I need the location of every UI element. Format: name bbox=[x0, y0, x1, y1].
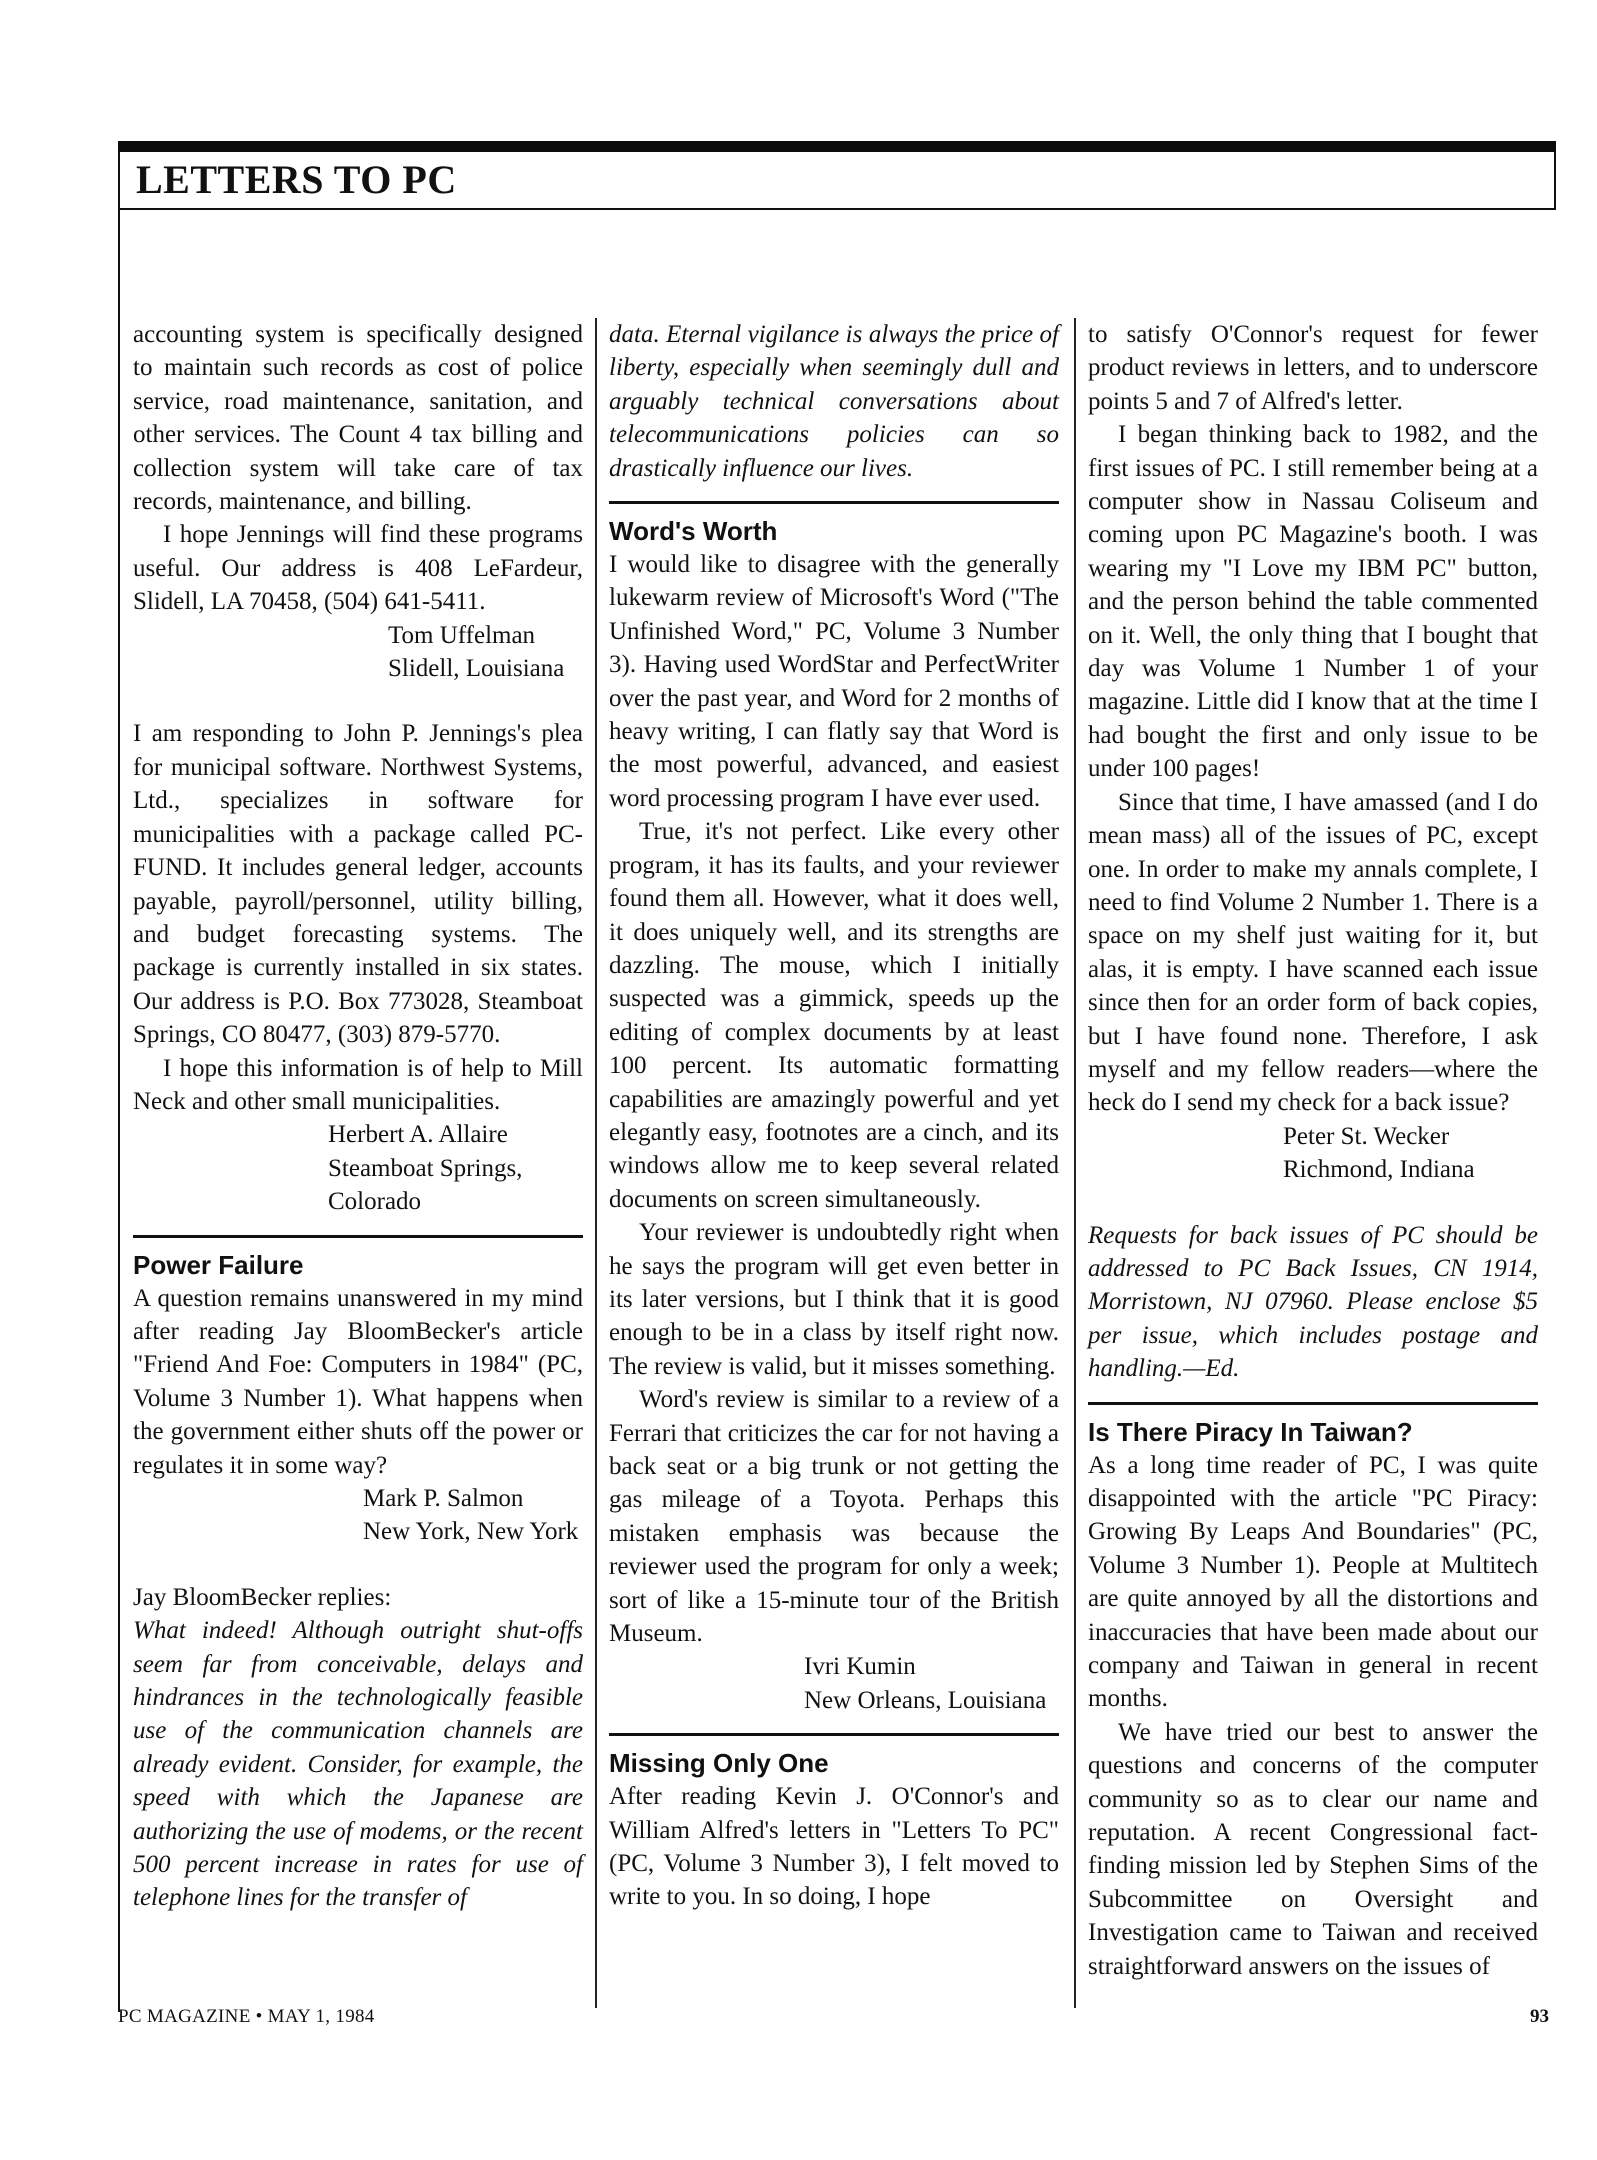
signature-place: New York, New York bbox=[363, 1518, 579, 1546]
reply-label: Jay BloomBecker replies: bbox=[133, 1583, 392, 1611]
letter-paragraph: A question remains unanswered in my mind after reading Jay BloomBecker's article "Friend And Foe: Computers in 1984" (PC, Volume 3 Number 1). What happens when the government either shuts off the power or regulates it in some way? bbox=[133, 1284, 583, 1479]
signature-place: Richmond, Indiana bbox=[1283, 1156, 1475, 1184]
column-divider bbox=[595, 318, 597, 2008]
section-separator bbox=[609, 1733, 1059, 1736]
letter-paragraph: Since that time, I have amassed (and I do mean mass) all of the issues of PC, except one. In order to make my annals complete, I need to find Volume 2 Number 1. There is a space on my shelf just waiting for it, but alas, it is empty. I have scanned each issue since then for an order form of back copies, but I have found none. Therefore, I ask myself and my fellow readers—where the heck do I send my check for a back issue? bbox=[1088, 788, 1538, 1117]
section-header bbox=[118, 152, 1556, 210]
letter-heading: Word's Worth bbox=[609, 516, 778, 547]
letter-heading: Missing Only One bbox=[609, 1748, 829, 1779]
column-1 bbox=[133, 318, 583, 1915]
signature-place: Slidell, Louisiana bbox=[388, 655, 565, 683]
column-3 bbox=[1088, 318, 1538, 1983]
section-title: LETTERS TO PC bbox=[136, 157, 457, 202]
reply-text: What indeed! Although outright shut-offs seem far from conceivable, delays and hindrances in the technologically feasible use of the communication channels are already evident. Consider, for example, the speed with which the Japanese are authorizing the use of modems, or the recent 500 percent increase in rates for use of telephone lines for the transfer of bbox=[133, 1617, 583, 1912]
letter-paragraph: Word's review is similar to a review of a Ferrari that criticizes the car for not having a back seat or a big trunk or not getting the gas mileage of a Toyota. Perhaps this mistaken emphasis was because the reviewer used the program for only a week; sort of like a 15-minute tour of the British Museum. bbox=[609, 1386, 1059, 1648]
letter-paragraph: True, it's not perfect. Like every other program, it has its faults, and your reviewer found them all. However, what it does well, it does uniquely well, and its strengths are dazzling. The mouse, which I initially suspected was a gimmick, speeds up the editing of complex documents by at least 100 percent. Its automatic formatting capabilities are amazingly powerful and yet elegantly easy, footnotes are a cinch, and its windows allow me to keep several related documents on screen simultaneously. bbox=[609, 818, 1059, 1213]
signature-name: Herbert A. Allaire bbox=[328, 1121, 508, 1149]
letter-paragraph: I began thinking back to 1982, and the first issues of PC. I still remember being at a computer show in Nassau Coliseum and coming upon PC Magazine's booth. I was wearing my "I Love my IBM PC" button, and the person behind the table commented on it. Well, the only thing that I bought that day was Volume 1 Number 1 of your magazine. Little did I know that at the time I had bought the first and only issue to be under 100 pages! bbox=[1088, 421, 1538, 783]
letter-paragraph: to satisfy O'Connor's request for fewer product reviews in letters, and to underscore points 5 and 7 of Alfred's letter. bbox=[1088, 321, 1538, 415]
signature-place: Steamboat Springs, Colorado bbox=[328, 1154, 523, 1216]
letter-heading: Is There Piracy In Taiwan? bbox=[1088, 1416, 1413, 1447]
signature-name: Tom Uffelman bbox=[388, 621, 536, 649]
letter-paragraph: accounting system is specifically designed to maintain such records as cost of police service, road maintenance, sanitation, and other services. The Count 4 tax billing and collection system will take care of tax records, maintenance, and billing. bbox=[133, 321, 583, 516]
letter-paragraph: I would like to disagree with the generally lukewarm review of Microsoft's Word ("The Unfinished Word," PC, Volume 3 Number 3). Having used WordStar and PerfectWriter over the past year, and Word for 2 months of heavy writing, I can flatly say that Word is the most powerful, advanced, and easiest word processing program I have ever used. bbox=[609, 551, 1059, 812]
reply-text: data. Eternal vigilance is always the price of liberty, especially when seemingly dull and arguably technical conversations about telecommunications policies can so drastically influence our lives. bbox=[609, 321, 1059, 482]
letter-heading: Power Failure bbox=[133, 1249, 304, 1280]
page-number: 93 bbox=[1530, 2006, 1549, 2027]
section-separator bbox=[133, 1235, 583, 1238]
section-separator bbox=[609, 501, 1059, 504]
column-2 bbox=[609, 318, 1059, 1914]
column-divider bbox=[1074, 318, 1076, 2008]
signature-name: Peter St. Wecker bbox=[1283, 1122, 1450, 1150]
footer-publication: PC MAGAZINE • MAY 1, 1984 bbox=[118, 2006, 375, 2027]
editor-note: Requests for back issues of PC should be addressed to PC Back Issues, CN 1914, Morristown, NJ 07960. Please enclose $5 per issue, which includes postage and handling.—Ed. bbox=[1088, 1221, 1538, 1383]
signature-name: Ivri Kumin bbox=[804, 1653, 916, 1681]
header-rule bbox=[118, 141, 1556, 152]
signature-place: New Orleans, Louisiana bbox=[804, 1686, 1047, 1714]
left-border bbox=[118, 152, 120, 2012]
section-separator bbox=[1088, 1402, 1538, 1405]
signature-name: Mark P. Salmon bbox=[363, 1485, 524, 1512]
letter-paragraph: As a long time reader of PC, I was quite disappointed with the article "PC Piracy: Growing By Leaps And Boundaries" (PC, Volume 3 Number 1). People at Multitech are quite annoyed by all the distortions and inaccuracies that have been made about our company and Taiwan in general in recent months. bbox=[1088, 1451, 1538, 1713]
letter-paragraph: We have tried our best to answer the questions and concerns of the computer community so as to clear our name and reputation. A recent Congressional fact-finding mission led by Stephen Sims of the Subcommittee on Oversight and Investigation came to Taiwan and received straightforward answers on the issues of bbox=[1088, 1718, 1538, 1980]
letter-paragraph: Your reviewer is undoubtedly right when he says the program will get even better in its later versions, but I think that it is good enough to be in a class by itself right now. The review is valid, but it misses something. bbox=[609, 1219, 1059, 1380]
letter-paragraph: I hope this information is of help to Mill Neck and other small municipalities. bbox=[133, 1054, 583, 1115]
letter-paragraph: After reading Kevin J. O'Connor's and William Alfred's letters in "Letters To PC" (PC, Volume 3 Number 3), I felt moved to write to you. In so doing, I hope bbox=[609, 1783, 1059, 1911]
letter-paragraph: I hope Jennings will find these programs useful. Our address is 408 LeFardeur, Slidell, LA 70458, (504) 641-5411. bbox=[133, 521, 583, 616]
letter-paragraph: I am responding to John P. Jennings's plea for municipal software. Northwest Systems, Ltd., specializes in software for municipalities with a package called PC-FUND. It includes general ledger, accounts payable, payroll/personnel, utility billing, and budget forecasting systems. The package is currently installed in six states. Our address is P.O. Box 773028, Steamboat Springs, CO 80477, (303) 879-5770. bbox=[133, 720, 583, 1049]
